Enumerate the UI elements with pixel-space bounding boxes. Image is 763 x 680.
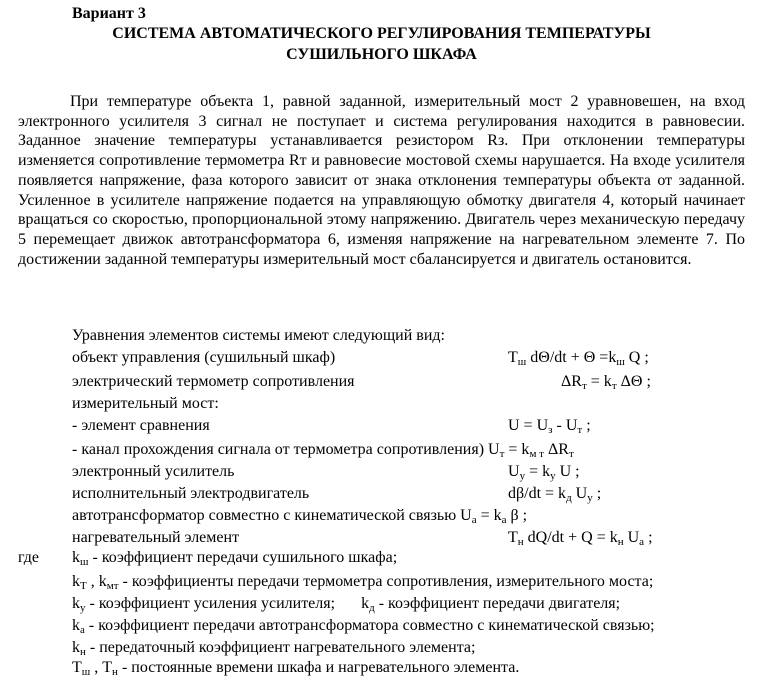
motor-equation: $d\beta/dt = k_д$ $U_у$ ; [508,485,602,504]
definition-t-sh-t-n: $T_ш$ , $T_н$ - постоянные времени шкафа и нагревательного элемента. [72,659,520,678]
object-label: объект управления (сушильный шкаф) [72,349,336,366]
comparison-label: - элемент сравнения [72,417,210,434]
definition-k-u-k-d: $k_у$ - коэффициент усиления усилителя; $k_д$ - коэффициент передачи двигателя; [72,595,621,614]
equations-intro: Уравнения элементов системы имеют следующий вид: [72,327,445,344]
description-paragraph: При температуре объекта 1, равной заданной, измерительный мост 2 уравновешен, на вход электронного усилителя 3 сигнал не поступает и система регулирования находится в равновесии. Заданное значение температуры устанавливается резистором Rз. При отклонении температуры изменяется сопротивление термометра Rт и равновесие мостовой схемы нарушается. На входе усилителя появляется напряжение, фаза которого зависит от знака отклонения температуры объекта от заданной. Усиленное в усилителе напряжение подается на управляющую обмотку двигателя 4, который начинает вращаться со скоростью, пропорциональной этому напряжению. Двигатель через механическую передачу 5 перемещает движок автотрансформатора 6, изменяя напряжение на нагревательном элементе 7. По достижении заданной температуры измерительный мост сбалансируется и двигатель остановится. [18,93,745,268]
motor-label: исполнительный электродвигатель [72,485,310,502]
thermometer-label: электрический термометр сопротивления [72,373,355,390]
title-line-2: СУШИЛЬНОГО ШКАФА [286,46,477,63]
definition-k-n: $k_н$ - передаточный коэффициент нагревательного элемента; [72,639,476,658]
object-equation: $T_ш$ $d\Theta/dt + \Theta =k_ш$ Q ; [508,349,649,368]
heater-equation: $T_н$ $dQ/dt + Q = k_н$ $U_а$ ; [508,529,653,548]
where-label: где [18,549,40,566]
autotransformer-label: автотрансформатор совместно с кинематической связью $U_а = k_а$ β ; [72,507,528,526]
channel-label: - канал прохождения сигнала от термометра сопротивления) $U_т = k_{м т}$ $\Delta R_т$ [72,441,574,460]
thermometer-equation: $\Delta R_т = k_т$ ΔΘ ; [561,373,651,392]
amplifier-label: электронный усилитель [72,463,235,480]
heater-label: нагревательный элемент [72,529,240,546]
definition-k-sh: $k_ш$ - коэффициент передачи сушильного шкафа; [72,549,398,568]
definition-k-t-k-mt: $k_Т$ , $k_{мт}$ - коэффициенты передачи термометра сопротивления, измерительного моста; [72,573,654,592]
variant-heading: Вариант 3 [72,5,146,22]
amplifier-equation: $U_у = k_у$ U ; [508,463,580,482]
channel-equation: $U_т = k_{м т}$ $\Delta R_т$ [484,441,574,460]
comparison-equation: $U = U_з - U_т$ ; [508,417,591,436]
autotransformer-equation: $U_а = k_а$ β ; [456,507,528,526]
title-line-1: СИСТЕМА АВТОМАТИЧЕСКОГО РЕГУЛИРОВАНИЯ ТЕМПЕРАТУРЫ [112,25,651,42]
definition-k-a: $k_а$ - коэффициент передачи автотрансформатора совместно с кинематической связью; [72,617,655,636]
bridge-label: измерительный мост: [72,395,219,412]
